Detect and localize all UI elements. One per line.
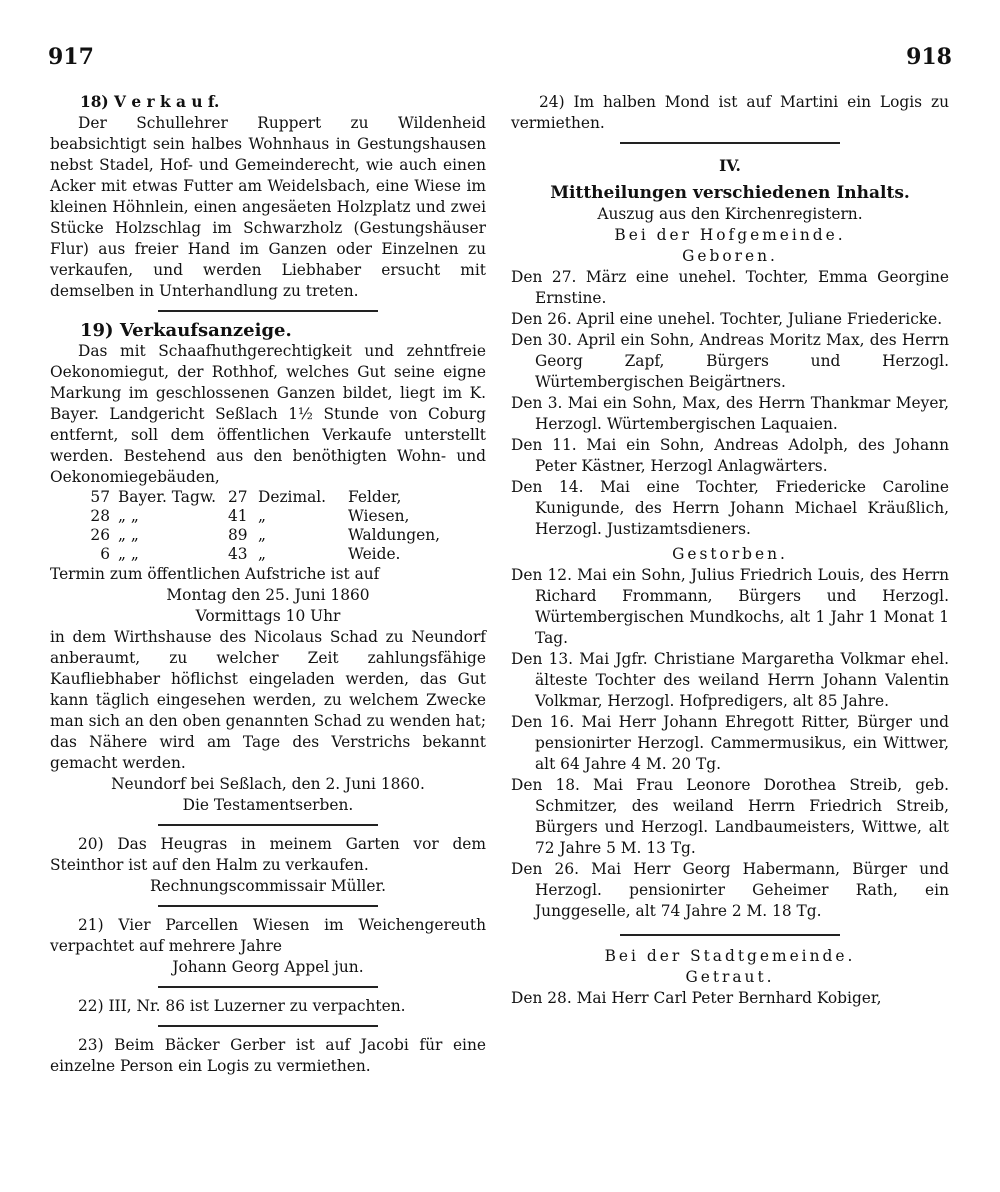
auction-time: Vormittags 10 Uhr [195, 607, 341, 625]
page-number-left: 917 [48, 44, 94, 70]
divider [620, 934, 840, 936]
notice-19-place: Neundorf bei Seßlach, den 2. Juni 1860. [111, 775, 425, 793]
left-column [50, 92, 486, 1077]
divider [158, 824, 378, 826]
table-row: 57 Bayer. Tagw. 27 Dezimal. Felder, [90, 488, 402, 506]
notice-21 [50, 915, 486, 978]
births-heading: Geboren. [682, 247, 778, 265]
list-item: Den 12. Mai ein Sohn, Julius Friedrich Louis, des Herrn Richard Frommann, Bürgers und Herzogl. Würtembergischen Mundkochs, alt 1 Jahr 1 Monat 1 Tag. [511, 566, 949, 647]
list-item: Den 28. Mai Herr Carl Peter Bernhard Kobiger, [511, 989, 882, 1007]
list-item: Den 11. Mai ein Sohn, Andreas Adolph, des Johann Peter Kästner, Herzogl Anlagwärters. [511, 436, 949, 475]
list-item: Den 26. Mai Herr Georg Habermann, Bürger und Herzogl. pensionirter Geheimer Rath, ein Junggeselle, alt 74 Jahre 2 M. 18 Tg. [511, 860, 949, 920]
notice-19-signed: Die Testamentserben. [182, 796, 354, 814]
divider [158, 310, 378, 312]
list-item: Den 18. Mai Frau Leonore Dorothea Streib, geb. Schmitzer, des weiland Herrn Friedrich Streib, Bürgers und Herzogl. Landbaumeisters, Wittwe, alt 72 Jahre 5 M. 13 Tg. [511, 776, 949, 857]
notice-23 [50, 1035, 486, 1077]
divider [158, 986, 378, 988]
page-number-right: 918 [906, 44, 952, 70]
section-number: IV. [719, 157, 741, 175]
births-list [511, 267, 949, 540]
notice-20 [50, 834, 486, 897]
land-table [50, 488, 486, 564]
notice-21-body: 21) Vier Parcellen Wiesen im Weichengereuth verpachtet auf mehrere Jahre [50, 916, 486, 955]
notice-20-signed: Rechnungscommissair Müller. [149, 877, 387, 895]
notice-19 [50, 320, 486, 816]
notice-19-body2: in dem Wirthshause des Nicolaus Schad zu Neundorf anberaumt, zu welcher Zeit zahlungsfähige Kaufliebhaber höflichst eingeladen werden, das Gut kann täglich eingesehen werden, zu welchem Zwecke man sich an den oben genannten Schad zu wenden hat; das Nähere wird am Tage des Verstrichs bekannt gemacht werden. [50, 628, 486, 772]
list-item: Den 30. April ein Sohn, Andreas Moritz Max, des Herrn Georg Zapf, Bürgers und Herzogl. Würtembergischen Beigärtners. [511, 331, 949, 391]
list-item: Den 27. März eine unehel. Tochter, Emma Georgine Ernstine. [511, 268, 949, 307]
deaths-heading: Gestorben. [672, 545, 788, 563]
notice-18-title: 18) V e r k a u f. [80, 93, 220, 111]
notice-19-body: Das mit Schaafhuthgerechtigkeit und zehntfreie Oekonomiegut, der Rothhof, welches Gut seine eigne Markung im geschlossenen Ganzen bildet, liegt im K. Bayer. Landgericht Seßlach 1½ Stunde von Coburg entfernt, soll dem öffentlichen Verkaufe unterstellt werden. Bestehend aus den benöthigten Wohn- und Oekonomiegebäuden, [50, 342, 486, 486]
auction-date: Montag den 25. Juni 1860 [166, 586, 370, 604]
notice-23-body: 23) Beim Bäcker Gerber ist auf Jacobi für eine einzelne Person ein Logis zu vermiethen. [50, 1036, 486, 1075]
right-column [511, 92, 949, 1009]
notice-22 [50, 996, 486, 1017]
list-item: Den 14. Mai eine Tochter, Friedericke Caroline Kunigunde, des Herrn Johann Michael Kräußlich, Herzogl. Justizamtsdieners. [511, 478, 949, 538]
section-subheading: Auszug aus den Kirchenregistern. [597, 205, 863, 223]
parish-town: Bei der Stadtgemeinde. [604, 947, 856, 965]
married-heading: Getraut. [685, 968, 775, 986]
notice-20-body: 20) Das Heugras in meinem Garten vor dem Steinthor ist auf den Halm zu verkaufen. [50, 835, 486, 874]
notice-24 [511, 92, 949, 134]
divider [620, 142, 840, 144]
section-heading: Mittheilungen verschiedenen Inhalts. [550, 183, 910, 203]
notice-18 [50, 92, 486, 302]
parish-court: Bei der Hofgemeinde. [614, 226, 846, 244]
notice-19-title: 19) Verkaufsanzeige. [80, 320, 292, 341]
notice-18-body: Der Schullehrer Ruppert zu Wildenheid beabsichtigt sein halbes Wohnhaus in Gestungshausen nebst Stadel, Hof- und Gemeinderecht, wie auch einen Acker mit etwas Futter am Weidelsbach, eine Wiese im kleinen Höhnlein, einen angesäeten Holzplatz und zwei Stücke Holzschlag im Schwarzholz (Gestungshäuser Flur) aus freier Hand im Ganzen oder Einzelnen zu verkaufen, und werden Liebhaber ersucht mit demselben in Unterhandlung zu treten. [50, 114, 486, 300]
deaths-list [511, 565, 949, 922]
list-item: Den 26. April eine unehel. Tochter, Juliane Friedericke. [511, 310, 943, 328]
divider [158, 905, 378, 907]
table-row: 28 „ „ 41 „ Wiesen, [90, 507, 410, 525]
notice-22-body: 22) III, Nr. 86 ist Luzerner zu verpachten. [78, 997, 406, 1015]
table-row: 6 „ „ 43 „ Weide. [100, 545, 401, 563]
notice-24-body: 24) Im halben Mond ist auf Martini ein Logis zu vermiethen. [511, 93, 949, 132]
termin-line: Termin zum öffentlichen Aufstriche ist auf [50, 565, 380, 583]
list-item: Den 16. Mai Herr Johann Ehregott Ritter, Bürger und pensionirter Herzogl. Cammermusikus, ein Wittwer, alt 64 Jahre 4 M. 20 Tg. [511, 713, 949, 773]
list-item: Den 13. Mai Jgfr. Christiane Margaretha Volkmar ehel. älteste Tochter des weiland Herrn Johann Valentin Volkmar, Herzogl. Hofpredigers, alt 85 Jahre. [511, 650, 949, 710]
list-item: Den 3. Mai ein Sohn, Max, des Herrn Thankmar Meyer, Herzogl. Würtembergischen Laquaien. [511, 394, 949, 433]
notice-21-signed: Johann Georg Appel jun. [172, 958, 364, 976]
divider [158, 1025, 378, 1027]
table-row: 26 „ „ 89 „ Waldungen, [90, 526, 441, 544]
